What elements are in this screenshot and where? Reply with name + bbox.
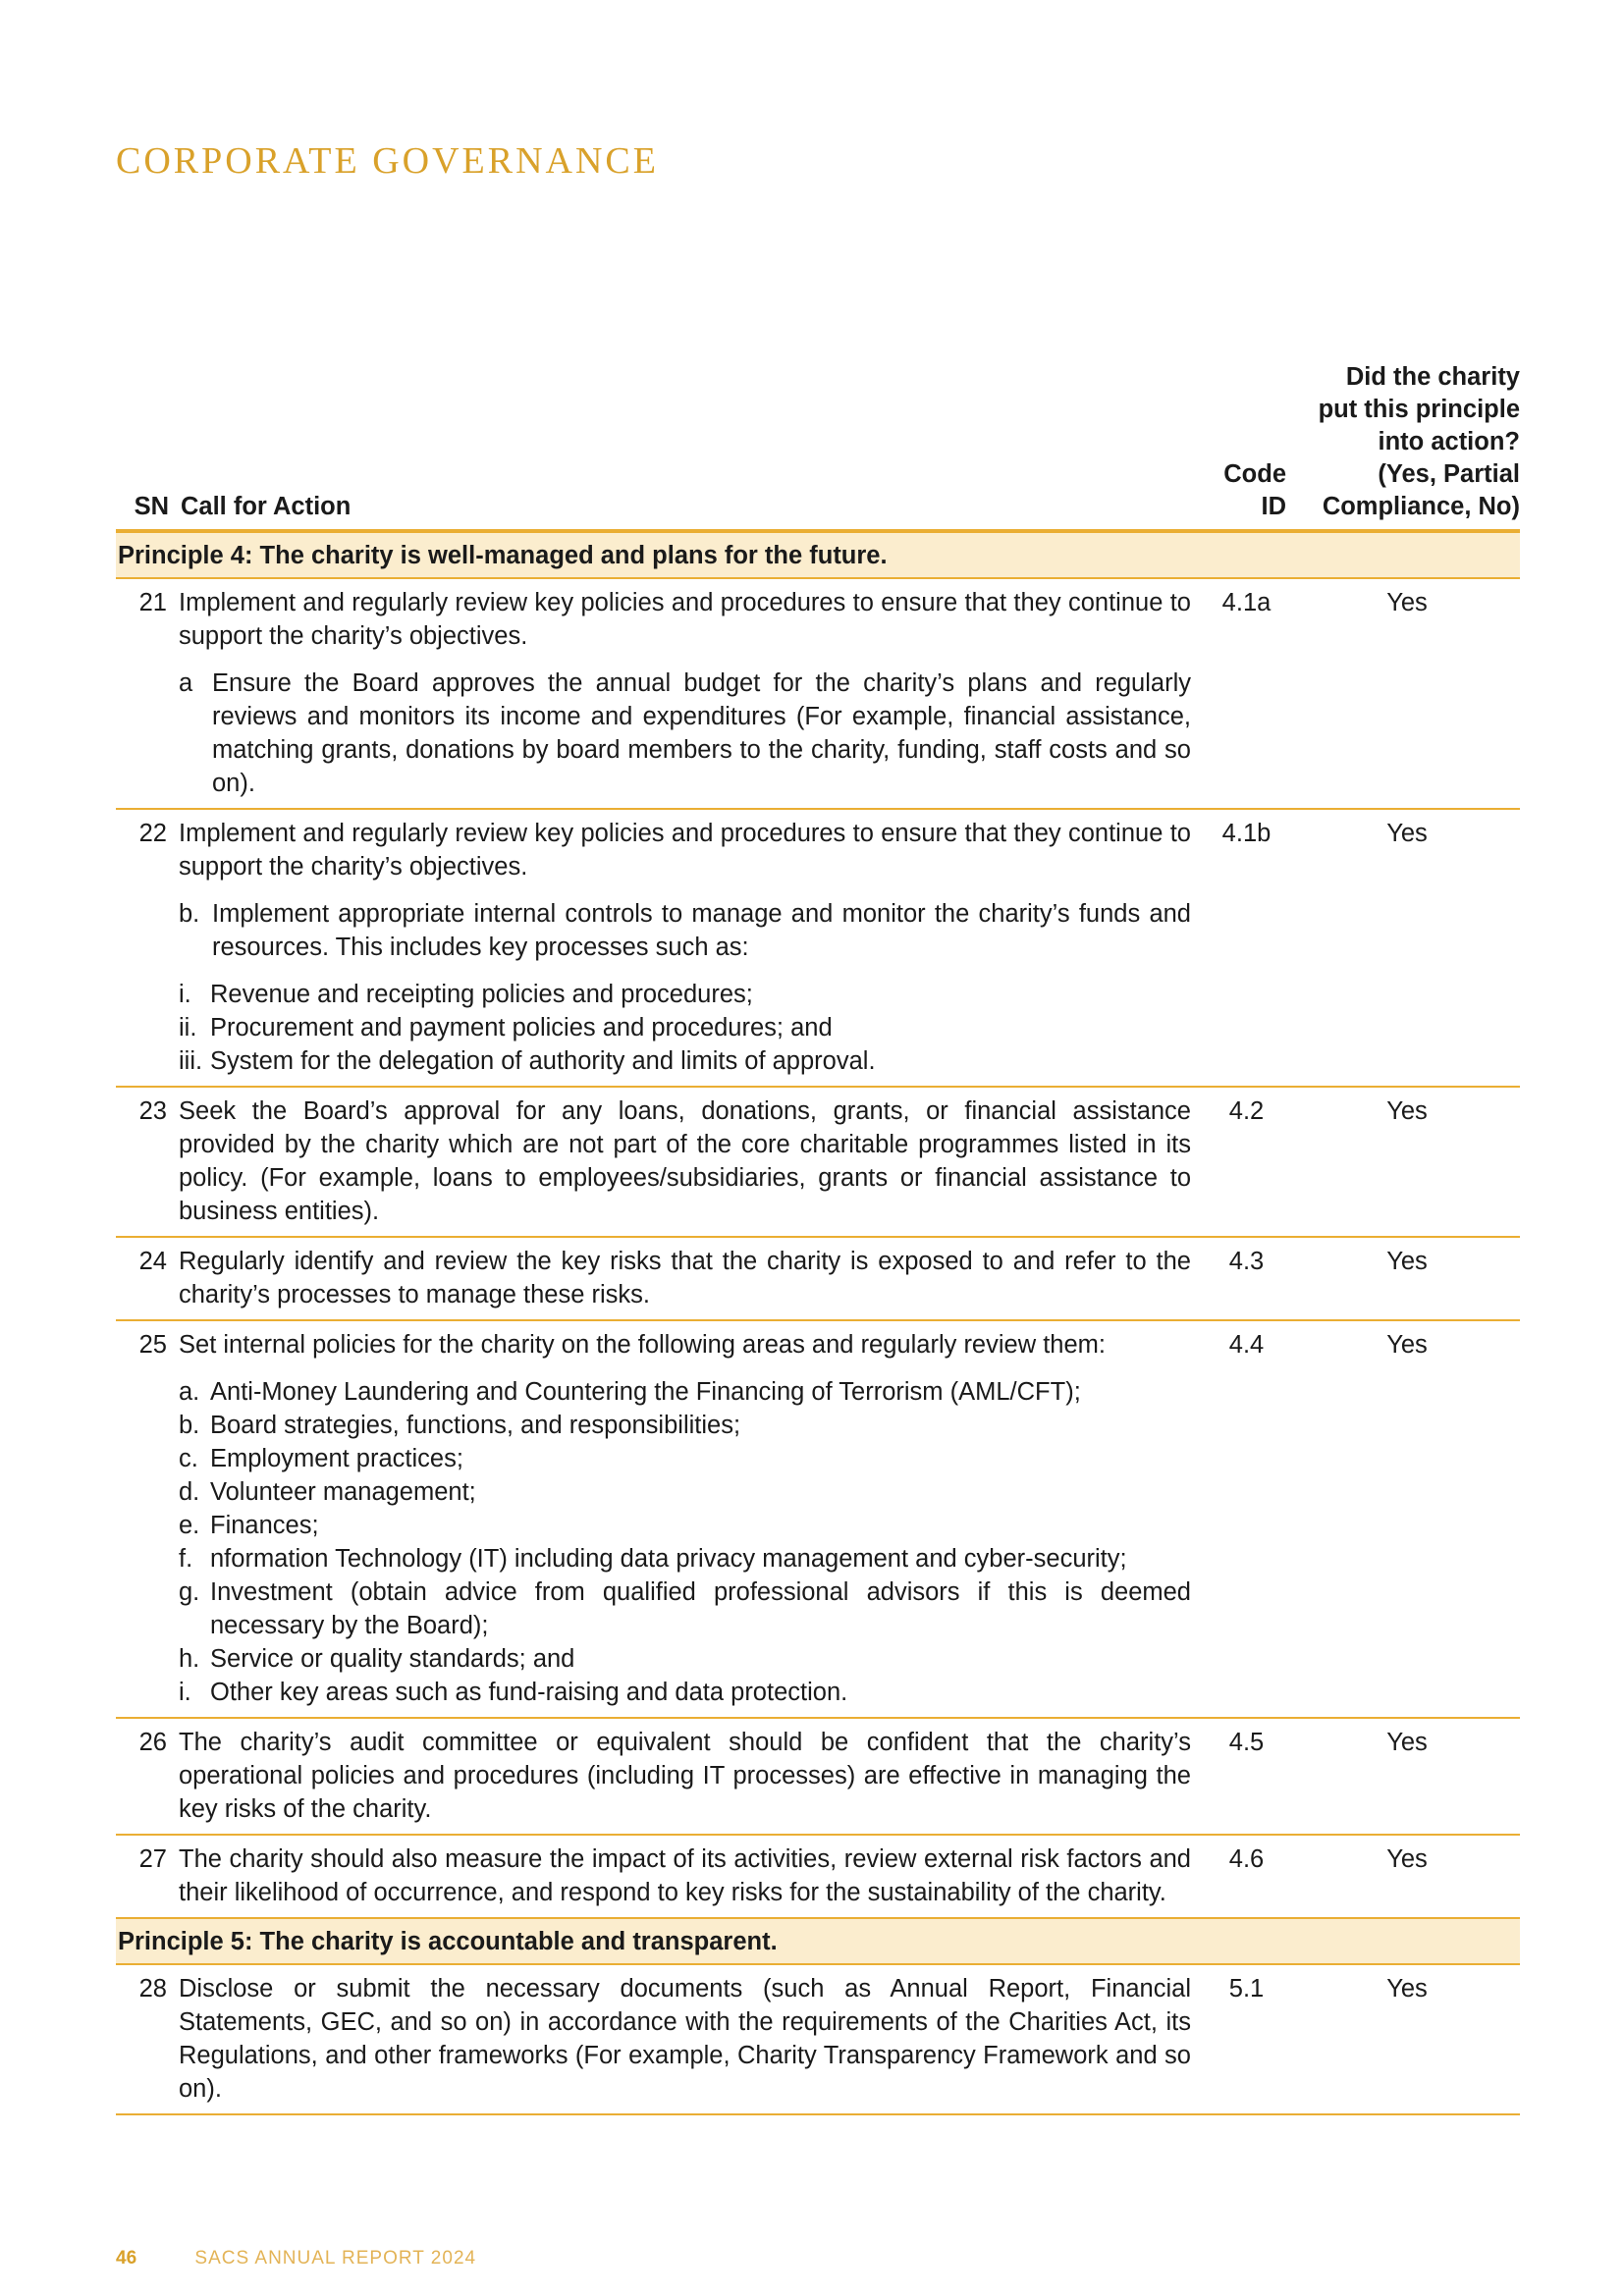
row-call-for-action: Disclose or submit the necessary documents (such as Annual Report, Financial Statements, GEC, and so on) in accordance with the requirements of the Charities Act, its Regulations, and other frameworks (For example, Charity Transparency Framework and so on). — [175, 1964, 1199, 2114]
sub-item — [179, 897, 1191, 964]
compliance-header-line: (Yes, Partial — [1378, 460, 1520, 488]
page-footer — [116, 2248, 476, 2269]
row-compliance: Yes — [1294, 1964, 1520, 2114]
row-code-id: 4.1b — [1199, 809, 1294, 1087]
list-item-text: Procurement and payment policies and procedures; and — [210, 1014, 833, 1041]
row-sn: 21 — [116, 578, 175, 809]
list-item-text: Anti-Money Laundering and Countering the Financing of Terrorism (AML/CFT); — [210, 1378, 1081, 1406]
row-call-for-action: The charity’s audit committee or equivalent should be confident that the charity’s operational policies and procedures (including IT processes) are effective in managing the key risks of the charity. — [175, 1718, 1199, 1835]
row-call-for-action — [175, 809, 1199, 1087]
row-sn: 24 — [116, 1237, 175, 1320]
row-code-id: 4.6 — [1199, 1835, 1294, 1918]
list-item — [179, 1475, 1191, 1509]
list-item — [179, 1542, 1191, 1575]
list-item-text: Finances; — [210, 1512, 319, 1539]
list-item-text: Other key areas such as fund-raising and data protection. — [210, 1679, 848, 1706]
compliance-header-line: Did the charity — [1345, 363, 1520, 391]
list-item-label: ii. — [179, 1014, 197, 1041]
row-compliance: Yes — [1294, 1320, 1520, 1718]
list-item-label: e. — [179, 1512, 200, 1539]
list-item — [179, 1642, 1191, 1676]
sub-item-label: a — [179, 669, 193, 697]
list-item-label: f. — [179, 1545, 193, 1573]
sub-item-text: Implement appropriate internal controls to manage and monitor the charity’s funds and resources. This includes key processes such as: — [212, 900, 1191, 961]
row-sn: 28 — [116, 1964, 175, 2114]
row-sn: 23 — [116, 1087, 175, 1237]
row-sn: 27 — [116, 1835, 175, 1918]
roman-list — [179, 978, 1191, 1078]
row-call-for-action — [175, 1320, 1199, 1718]
compliance-header-line: into action? — [1378, 428, 1520, 455]
list-item-text: System for the delegation of authority and limits of approval. — [210, 1047, 876, 1075]
principle-5-title: Principle 5: The charity is accountable and transparent. — [116, 1918, 1520, 1964]
list-item-label: b. — [179, 1412, 200, 1439]
list-item-text: Service or quality standards; and — [210, 1645, 575, 1673]
list-item — [179, 1442, 1191, 1475]
row-compliance: Yes — [1294, 1718, 1520, 1835]
row-text: Implement and regularly review key policies and procedures to ensure that they continue to support the charity’s objectives. — [179, 820, 1191, 881]
list-item-text: nformation Technology (IT) including data privacy management and cyber-security; — [210, 1545, 1127, 1573]
row-code-id: 4.1a — [1199, 578, 1294, 809]
column-header-call-for-action: Call for Action — [175, 361, 1199, 531]
row-text: Set internal policies for the charity on the following areas and regularly review them: — [179, 1331, 1106, 1359]
sub-item-label: b. — [179, 900, 200, 928]
list-item-text: Investment (obtain advice from qualified professional advisors if this is deemed necessary by the Board); — [210, 1578, 1191, 1639]
table-row — [116, 1835, 1520, 1918]
row-code-id: 4.4 — [1199, 1320, 1294, 1718]
list-item — [179, 1409, 1191, 1442]
row-code-id: 4.2 — [1199, 1087, 1294, 1237]
row-call-for-action: The charity should also measure the impact of its activities, review external risk factors and their likelihood of occurrence, and respond to key risks for the sustainability of the charity. — [175, 1835, 1199, 1918]
table-row — [116, 1964, 1520, 2114]
principle-4-title: Principle 4: The charity is well-managed and plans for the future. — [116, 531, 1520, 578]
table-row — [116, 1087, 1520, 1237]
list-item — [179, 1575, 1191, 1642]
row-sn: 25 — [116, 1320, 175, 1718]
list-item-label: i. — [179, 1679, 191, 1706]
list-item — [179, 1011, 1191, 1044]
row-call-for-action — [175, 578, 1199, 809]
alpha-list — [179, 1375, 1191, 1709]
list-item-text: Employment practices; — [210, 1445, 463, 1472]
column-header-sn: SN — [116, 361, 175, 531]
list-item — [179, 1676, 1191, 1709]
column-header-compliance — [1294, 361, 1520, 531]
table-header-row — [116, 361, 1520, 531]
row-code-id: 5.1 — [1199, 1964, 1294, 2114]
list-item-label: a. — [179, 1378, 200, 1406]
sub-item-text: Ensure the Board approves the annual budget for the charity’s plans and regularly reviews and monitors its income and expenditures (For example, financial assistance, matching grants, donations by board members to the charity, funding, staff costs and so on). — [212, 669, 1191, 797]
table-row — [116, 578, 1520, 809]
compliance-header-line: put this principle — [1318, 396, 1520, 423]
table-row — [116, 1718, 1520, 1835]
principle-4-row — [116, 531, 1520, 578]
row-compliance: Yes — [1294, 1087, 1520, 1237]
report-name: SACS ANNUAL REPORT 2024 — [194, 2248, 477, 2269]
table-row — [116, 809, 1520, 1087]
row-code-id: 4.3 — [1199, 1237, 1294, 1320]
row-compliance: Yes — [1294, 1835, 1520, 1918]
list-item-label: h. — [179, 1645, 200, 1673]
list-item — [179, 1509, 1191, 1542]
list-item-label: i. — [179, 981, 191, 1008]
list-item-label: iii. — [179, 1047, 203, 1075]
row-call-for-action: Seek the Board’s approval for any loans, donations, grants, or financial assistance provided by the charity which are not part of the core charitable programmes listed in its policy. (For example, loans to employees/subsidiaries, grants or financial assistance to business entities). — [175, 1087, 1199, 1237]
governance-table — [116, 361, 1520, 2115]
row-compliance: Yes — [1294, 809, 1520, 1087]
list-item-text: Volunteer management; — [210, 1478, 476, 1506]
table-row — [116, 1237, 1520, 1320]
row-code-id: 4.5 — [1199, 1718, 1294, 1835]
row-compliance: Yes — [1294, 1237, 1520, 1320]
list-item-label: d. — [179, 1478, 200, 1506]
table-row — [116, 1320, 1520, 1718]
list-item — [179, 1375, 1191, 1409]
sub-item — [179, 667, 1191, 800]
page-number: 46 — [116, 2248, 137, 2269]
column-header-code-id: Code ID — [1199, 361, 1294, 531]
row-text: Implement and regularly review key policies and procedures to ensure that they continue to support the charity’s objectives. — [179, 589, 1191, 650]
principle-5-row — [116, 1918, 1520, 1964]
row-sn: 22 — [116, 809, 175, 1087]
list-item — [179, 1044, 1191, 1078]
list-item-text: Board strategies, functions, and responsibilities; — [210, 1412, 741, 1439]
list-item-text: Revenue and receipting policies and procedures; — [210, 981, 753, 1008]
row-compliance: Yes — [1294, 578, 1520, 809]
section-title: CORPORATE GOVERNANCE — [116, 140, 659, 182]
list-item-label: c. — [179, 1445, 198, 1472]
list-item — [179, 978, 1191, 1011]
compliance-header-line: Compliance, No) — [1322, 493, 1520, 520]
row-sn: 26 — [116, 1718, 175, 1835]
list-item-label: g. — [179, 1578, 200, 1606]
row-call-for-action: Regularly identify and review the key risks that the charity is exposed to and refer to the charity’s processes to manage these risks. — [175, 1237, 1199, 1320]
